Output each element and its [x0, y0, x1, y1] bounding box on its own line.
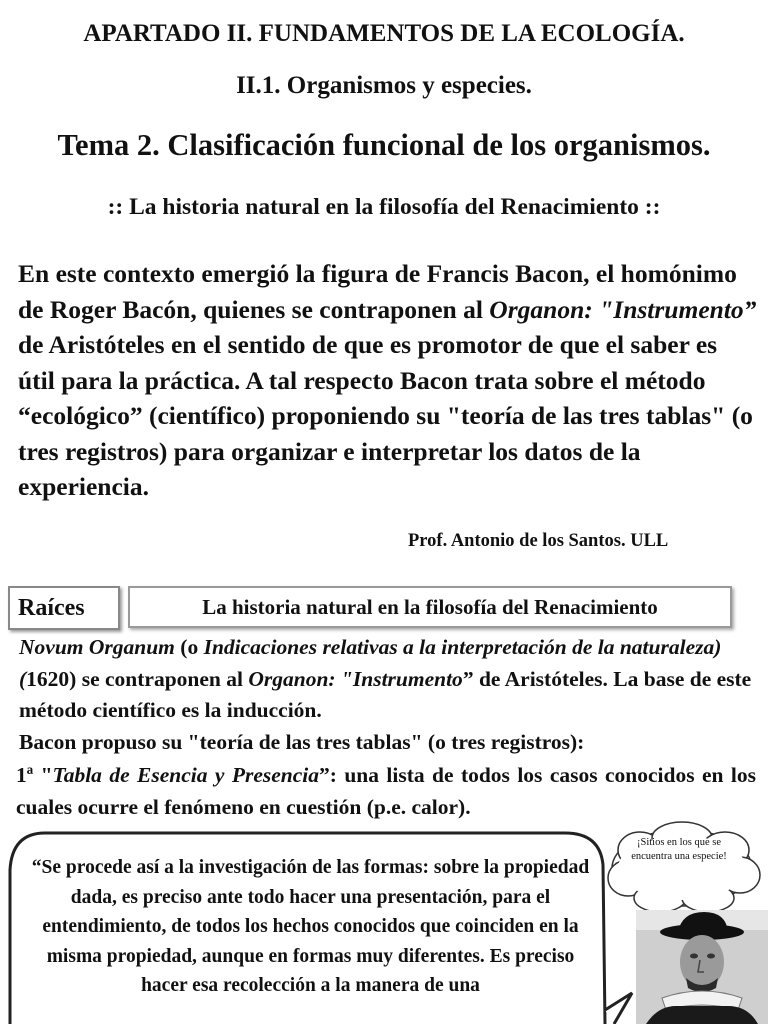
tabla-rest: ”: una lista de todos los casos conocidos en los cuales ocurre el fenómeno en cuestión (p.e. calor). [16, 763, 756, 819]
body-year-text: 1620) se contraponen al [26, 666, 249, 691]
tabla-esencia-paragraph [16, 760, 756, 823]
apartado-heading: APARTADO II. FUNDAMENTOS DE LA ECOLOGÍA. [83, 20, 685, 47]
raices-tab: Raíces [8, 586, 120, 630]
intro-text-2: de Aristóteles en el sentido de que es promotor de que el saber es útil para la práctica. A tal respecto Bacon trata sobre el método “ecológico” (científico) proponiendo su "teoría de las tres tablas" (o tres registros) para organizar e interpretar los datos de la experiencia. [18, 330, 753, 501]
tabla-name: Tabla de Esencia y Presencia [52, 763, 320, 787]
tabla-num: 1ª " [16, 763, 53, 787]
cloud-text: ¡Sitios en los que se encuentra una especie! [631, 837, 727, 862]
topic-banner: La historia natural en la filosofía del Renacimiento [128, 586, 732, 628]
subapartado-heading: II.1. Organismos y especies. [236, 72, 532, 99]
body-text-o: (o [174, 635, 204, 659]
portrait-icon [636, 910, 768, 1024]
intro-paragraph [18, 256, 758, 505]
speech-bubble-tail [605, 993, 632, 1024]
indicaciones-title: Indicaciones relativas a la interpretación de la naturaleza) ( [19, 635, 722, 691]
bacon-quote: “Se procede así a la investigación de las formas: sobre la propiedad dada, es preciso ante todo hacer una presentación, para el entendimiento, de todos los hechos conocidos que coinciden en la misma propiedad, aunque en formas muy diferentes. Es preciso hacer esa recolección a la manera de una [31, 857, 590, 996]
intro-text-1: En este contexto emergió la figura de Francis Bacon, el homónimo de Roger Bacón, quienes se contraponen al [18, 259, 737, 324]
intro-organon: Organon: "Instrumento” [489, 294, 757, 324]
section-heading: :: La historia natural en la filosofía del Renacimiento :: [107, 194, 661, 220]
organon-title: Organon: "Instrumento [248, 666, 463, 691]
body-line2-end: ” de Aristóteles. La base de este método científico es la inducción. [19, 666, 752, 722]
author-credit: Prof. Antonio de los Santos. ULL [408, 531, 669, 551]
novum-organum-paragraph [19, 632, 759, 758]
tema-title: Tema 2. Clasificación funcional de los organismos. [57, 128, 711, 162]
body-line4: Bacon propuso su "teoría de las tres tablas" (o tres registros): [19, 729, 585, 754]
novum-title: Novum Organum [19, 635, 175, 659]
